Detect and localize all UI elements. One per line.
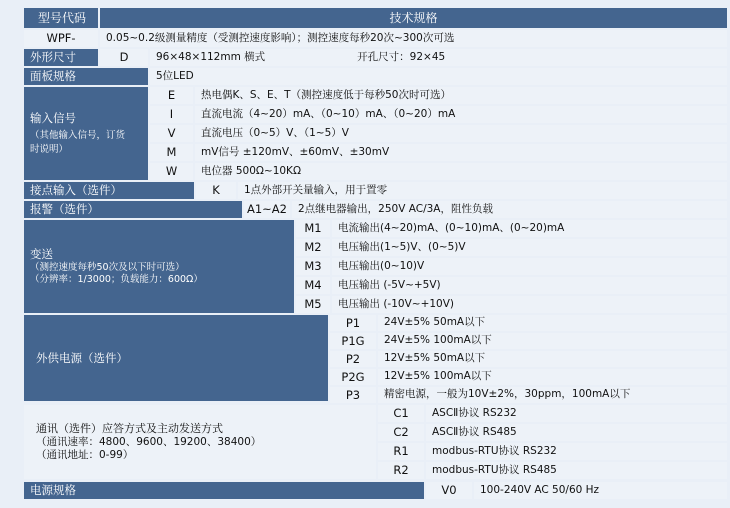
- panel-text: 5位LED: [150, 68, 727, 85]
- power-desc: 100-240V AC 50/60 Hz: [474, 482, 727, 499]
- power-supply-code-p2g: P2G: [330, 369, 376, 385]
- power-supply-code-p1g: P1G: [330, 333, 376, 349]
- comm-note-rate: （通讯速率：4800、9600、19200、38400）: [36, 435, 262, 448]
- contact-label: 接点输入（选件）: [24, 182, 194, 199]
- comm-desc-r2: modbus-RTU协议 RS485: [426, 462, 727, 479]
- transmit-note-resolution: （分辨率：1/3000；负载能力：600Ω）: [30, 273, 203, 285]
- transmit-desc-m5: 电压输出 (-10V~+10V): [332, 296, 727, 313]
- comm-code-r1: R1: [378, 443, 424, 460]
- input-code-m: M: [150, 144, 193, 161]
- transmit-code-m2: M2: [296, 239, 330, 256]
- contact-desc: 1点外部开关量输入，用于置零: [238, 182, 727, 199]
- comm-code-c1: C1: [378, 405, 424, 422]
- transmit-code-m4: M4: [296, 277, 330, 294]
- transmit-code-m5: M5: [296, 296, 330, 313]
- alarm-label: 报警（选件）: [24, 201, 242, 218]
- shape-cutout-text: 开孔尺寸：92×45: [357, 50, 446, 63]
- input-signal-title: 输入信号: [30, 110, 76, 125]
- power-supply-code-p1: P1: [330, 315, 376, 331]
- input-desc-v: 直流电压（0~5）V、（1~5）V: [195, 125, 727, 142]
- transmit-note-speed: （测控速度每秒50次及以下时可选）: [30, 261, 185, 273]
- power-label: 电源规格: [24, 482, 424, 499]
- panel-label: 面板规格: [24, 68, 148, 85]
- power-supply-desc-p2g: 12V±5% 100mA以下: [378, 369, 727, 385]
- input-desc-w: 电位器 500Ω~10KΩ: [195, 163, 727, 180]
- shape-code: D: [100, 49, 148, 66]
- shape-label: 外形尺寸: [24, 49, 98, 66]
- comm-code-c2: C2: [378, 424, 424, 441]
- alarm-desc: 2点继电器输出，250V AC/3A，阻性负载: [292, 201, 727, 218]
- power-supply-desc-p2: 12V±5% 50mA以下: [378, 351, 727, 367]
- contact-code: K: [196, 182, 236, 199]
- shape-size: [150, 49, 727, 66]
- power-code: V0: [426, 482, 472, 499]
- comm-code-r2: R2: [378, 462, 424, 479]
- comm-desc-c1: ASCⅡ协议 RS232: [426, 405, 727, 422]
- transmit-desc-m4: 电压输出 (-5V~+5V): [332, 277, 727, 294]
- transmit-desc-m2: 电压输出(1~5)V、(0~5)V: [332, 239, 727, 256]
- transmit-desc-m1: 电流输出(4~20)mA、(0~10)mA、(0~20)mA: [332, 220, 727, 237]
- power-supply-desc-p1g: 24V±5% 100mA以下: [378, 333, 727, 349]
- power-supply-label: [24, 315, 328, 401]
- comm-desc-r1: modbus-RTU协议 RS232: [426, 443, 727, 460]
- comm-desc-c2: ASCⅡ协议 RS485: [426, 424, 727, 441]
- comm-note-address: （通讯地址：0-99）: [36, 448, 134, 461]
- transmit-desc-m3: 电压输出(0~10)V: [332, 258, 727, 275]
- input-code-w: W: [150, 163, 193, 180]
- transmit-code-m1: M1: [296, 220, 330, 237]
- comm-label: [24, 405, 376, 479]
- transmit-label: [24, 220, 294, 313]
- power-supply-desc-p3: 精密电源，一般为10V±2%，30ppm，100mA以下: [378, 387, 727, 403]
- power-supply-code-p2: P2: [330, 351, 376, 367]
- alarm-code: A1~A2: [244, 201, 290, 218]
- input-desc-i: 直流电流（4~20）mA、（0~10）mA、（0~20）mA: [195, 106, 727, 123]
- input-code-e: E: [150, 87, 193, 104]
- power-supply-desc-p1: 24V±5% 50mA以下: [378, 315, 727, 331]
- input-code-i: I: [150, 106, 193, 123]
- input-code-v: V: [150, 125, 193, 142]
- input-signal-note: （其他输入信号，订货时说明）: [30, 129, 126, 155]
- transmit-code-m3: M3: [296, 258, 330, 275]
- power-supply-code-p3: P3: [330, 387, 376, 403]
- input-desc-m: mV信号 ±120mV、±60mV、±30mV: [195, 144, 727, 161]
- power-supply-title: 外供电源（选件）: [36, 350, 128, 365]
- input-desc-e: 热电偶K、S、E、T（测控速度低于每秒50次时可选）: [195, 87, 727, 104]
- transmit-title: 变送: [30, 247, 53, 262]
- header-tech-spec: 技术规格: [100, 8, 727, 28]
- wpf-label: WPF-: [24, 30, 98, 47]
- wpf-text: 0.05~0.2级测量精度（受测控速度影响）；测控速度每秒20次~300次可选: [100, 30, 727, 47]
- input-signal-label: [24, 87, 148, 180]
- comm-title: 通讯（选件）应答方式及主动发送方式: [36, 422, 223, 435]
- shape-size-text: 96×48×112mm 横式: [156, 50, 266, 63]
- header-model-code: 型号代码: [24, 8, 98, 28]
